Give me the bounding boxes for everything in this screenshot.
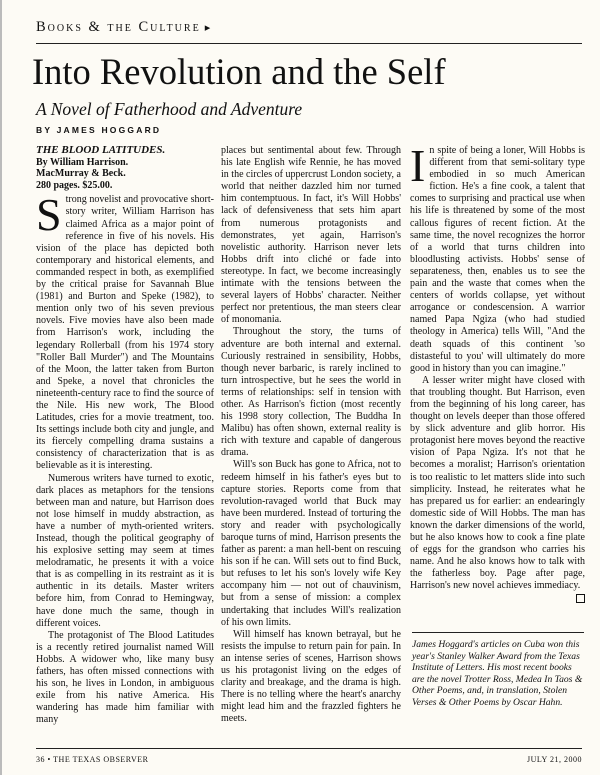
byline: BY JAMES HOGGARD bbox=[36, 125, 162, 135]
end-mark-icon bbox=[576, 594, 585, 603]
bottom-rule bbox=[36, 748, 582, 749]
paragraph: Strong novelist and provocative short-story writer, William Harrison has claimed Africa as a major point of reference in five of his novels. His vision of the place has depicted both contemporary and historical elements, and commanded respect in both, as exemplified by the critical praise for Savannah Blue (1981) and Burton and Speke (1982), to mention only two of his seven previous novels. Five movies have also been made from Harrison's work, including the legendary Rollerball (from his 1974 story "Roller Ball Murder") and The Mountains of the Moon, the latter taken from Burton and Speke, a novel that chronicles the nineteenth-century race to find the source of the Nile. His new work, The Blood Latitudes, cries for a movie treatment, too. Its settings include both city and jungle, and its fiercely compelling drama sustains a consistency of characterization that is as believable as it is interesting. bbox=[36, 189, 214, 472]
column-3 bbox=[410, 140, 585, 603]
paragraph: The protagonist of The Blood Latitudes is a recently retired journalist named Will Hobbs. A widower who, like many busy fathers, has often missed connections with his son, he lives in London, in ambiguous exile from his native America. His wandering has made him familiar with many bbox=[36, 629, 214, 726]
section-header: Books & the Culture ▸ bbox=[36, 19, 213, 35]
article-title: Into Revolution and the Self bbox=[32, 51, 446, 92]
footer-date: JULY 21, 2000 bbox=[527, 755, 582, 764]
paragraph: Throughout the story, the turns of adventure are both internal and external. Curiously restrained in sensibility, Hobbs, though never barbaric, is rarely inclined to turn introspective, but he sees the world in terms of relationships: self in tension with other. As Harrison's fiction (most recently his 1998 story collection, The Buddha In Malibu) has often shown, external reality is rich with texture and capable of dangerous drama. bbox=[221, 326, 401, 459]
paragraph: In spite of being a loner, Will Hobbs is different from that semi-solitary type embodied in so much American fiction. He's a fine cook, a talent that comes to surprising and practical use when his life is threatened by some of the most callous figures of recent fiction. At the same time, the novel recognizes the horror of a world that turns children into bloodlusting activists. Hobbs' sense of separateness, then, enables us to see the pain and the waste that comes when the centers of worlds collapse, yet without arrogance or condescension. A warrior named Papa Ngiza (who had studied theology in America) tells Will, "And the death squads of this continent 'so distasteful to you' will ultimately do more good in history than you can imagine." bbox=[410, 140, 585, 374]
book-publisher: MacMurray & Beck. bbox=[36, 168, 126, 180]
article-subtitle: A Novel of Fatherhood and Adventure bbox=[36, 99, 303, 119]
drop-cap: S bbox=[36, 189, 62, 241]
column-1 bbox=[36, 145, 214, 727]
drop-cap: I bbox=[410, 140, 426, 191]
paragraph: places but sentimental about few. Through his late English wife Rennie, he has moved in the circles of uppercrust London society, a world that neither dazzled him nor turned him contemptuous. In fact, it's Will Hobbs' lack of defensiveness that sets him apart from numerous protagonists and demonstrates, yet again, Harrison's novelistic authority. Harrison never lets Hobbs drift into cliché or fade into stereotype. In fact, we become increasingly intimate with the tensions between the several layers of Hobbs' character. Neither perfect nor pretentious, the man steers clear of monomania. bbox=[221, 145, 401, 326]
paragraph: Will's son Buck has gone to Africa, not to redeem himself in his father's eyes but to capture stories. Reports come from that revolution-ravaged world that Buck may have been murdered. Instead of torturing the story and reader with psychologically baroque turns of mind, Harrison presents the father as parent: a man hell-bent on rescuing his son if he can. Will sets out to find Buck, but refuses to let his son's lovely wife Key accompany him — not out of chauvinism, but from a sense of mission: a complex undertaking that includes Will's realization of his own limits. bbox=[221, 459, 401, 628]
paragraph: Will himself has known betrayal, but he resists the impulse to return pain for pain. In an intense series of scenes, Harrison shows us his protagonist living on the edges of clarity and breakage, and the drama is high. There is no telling where the heart's anarchy might lead him and the frazzled fighters he meets. bbox=[221, 628, 401, 725]
book-title: THE BLOOD LATITUDES. bbox=[36, 144, 166, 156]
book-author: By William Harrison. bbox=[36, 156, 129, 168]
column-2 bbox=[221, 145, 401, 726]
author-note: James Hoggard's articles on Cuba won this year's Stanley Walker Award from the Texas Institute of Letters. His most recent books are the novel Trotter Ross, Medea In Taos & Other Poems, and, in translation, Stolen Verses & Other Poems by Oscar Hahn. bbox=[412, 632, 584, 709]
book-details: 280 pages. $25.00. bbox=[36, 179, 113, 191]
footer-page-info: 36 • THE TEXAS OBSERVER bbox=[36, 755, 149, 764]
paragraph: A lesser writer might have closed with that troubling thought. But Harrison, even from the beginning of his long career, has thought on levels deeper than those offered by slick adventure and glib horror. His protagonist here moves beyond the reactive vision of Papa Ngiza. It's not that he becomes a moralist; Harrison's orientation is too realistic to let matters slide into such simplicity. Instead, he reiterates what he has prepared us for earlier: an endearingly domestic side of Will Hobbs. The man has known the darker dimensions of the world, but he also knows how to cook a fine plate of eggs for the grandson who carries his name. And he also knows how to talk with the fatherless boy. Page after page, Harrison's new novel achieves immediacy. bbox=[410, 375, 585, 593]
paragraph: Numerous writers have turned to exotic, dark places as metaphors for the tensions between man and nature, but Harrison does not lose himself in muddy abstraction, as have a number of myth-oriented writers. Instead, though the political geography of his explosive setting may seem at times melodramatic, he presents it with a voice that is as compelling in its restraint as it is authentic in its details. Master writers before him, from Conrad to Hemingway, have done much the same, though in different voices. bbox=[36, 472, 214, 629]
top-rule bbox=[36, 43, 582, 44]
book-info bbox=[36, 145, 214, 191]
